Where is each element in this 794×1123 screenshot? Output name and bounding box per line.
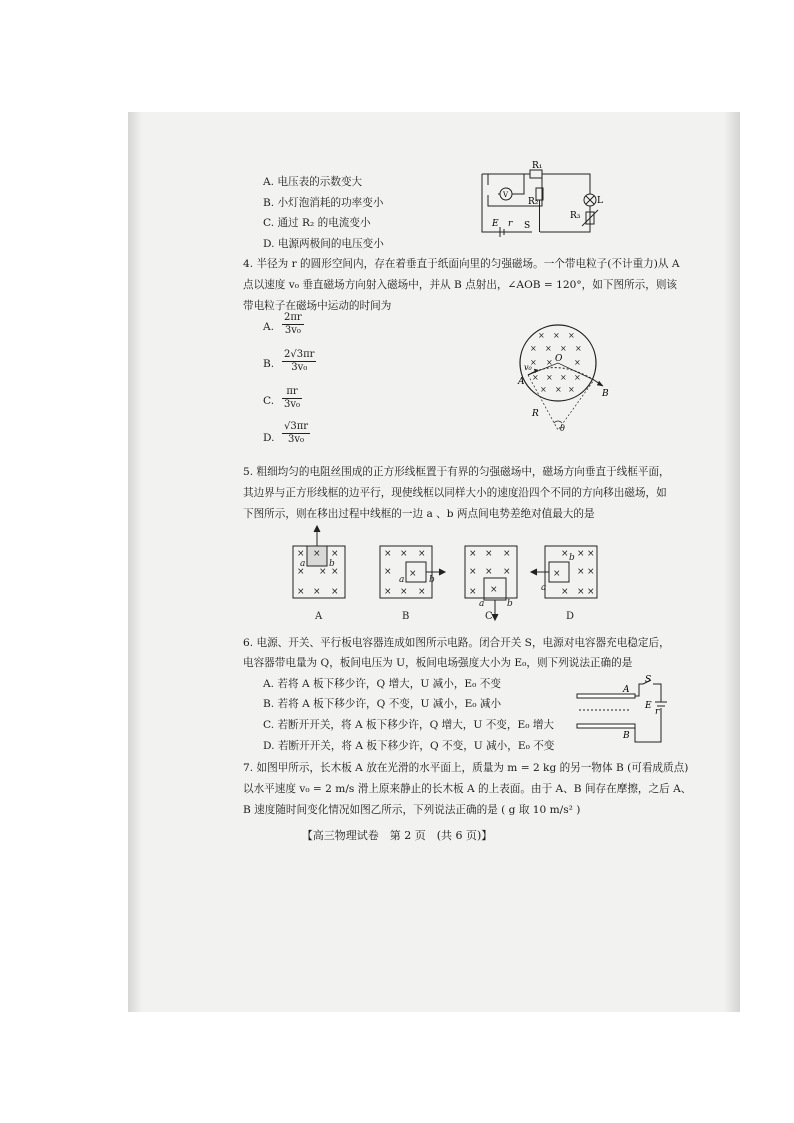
radius-r-label: R [532,409,539,419]
svg-text:×: × [331,587,339,597]
svg-text:×: × [553,569,561,579]
r1-label: R₁ [532,161,543,171]
numerator: √3πr [284,421,309,432]
svg-text:×: × [503,549,511,559]
q6-capacitor-circuit [575,672,665,750]
q5-line-2: 其边界与正方形线框的边平行，现使线框以同样大小的速度沿四个不同的方向移出磁场，如 [243,487,667,499]
page-footer: 【高三物理试卷 第 2 页 (共 6 页)】 [301,829,493,842]
switch-s-label: S [645,675,652,685]
frame-a-point-b: b [329,559,335,569]
q4-option-c-fraction [282,386,302,411]
q3-option-b: B. 小灯泡消耗的功率变小 [263,197,384,209]
frame-c-point-b: b [507,599,513,609]
caption-b: B [402,611,410,622]
svg-text:×: × [577,549,585,559]
svg-text:×: × [560,373,567,382]
lamp-label: L [597,196,603,206]
svg-text:×: × [546,373,553,382]
voltmeter-label: V [503,191,509,199]
q4-option-a-label: A. [263,321,275,333]
svg-text:×: × [297,587,305,597]
svg-text:×: × [418,587,426,597]
svg-text:×: × [469,567,477,577]
frame-d-point-a: a [541,583,547,593]
switch-label: S [524,221,531,231]
svg-text:×: × [400,587,408,597]
point-a-label: A [518,377,525,387]
q4-option-b-label: B. [263,358,275,370]
q3-circuit-diagram [470,160,603,240]
q4-line-3: 带电粒子在磁场中运动的时间为 [243,300,392,312]
q6-option-d: D. 若断开开关，将 A 板下移少许，Q 不变，U 减小，E₀ 不变 [263,740,555,752]
svg-text:×: × [384,549,392,559]
denominator: 3v₀ [284,399,301,410]
q4-option-b-fraction [282,349,316,374]
q5-frames-figure [285,522,615,622]
svg-text:×: × [587,587,595,597]
svg-text:×: × [530,358,537,367]
svg-text:×: × [331,549,339,559]
frame-b-point-a: a [399,575,405,585]
q5-line-3: 下图所示，则在移出过程中线框的一边 a 、b 两点间电势差绝对值最大的是 [243,508,595,520]
svg-text:×: × [384,567,392,577]
svg-text:×: × [577,587,585,597]
q6-line-2: 电容器带电量为 Q，板间电压为 U，板间电场强度大小为 E₀，则下列说法正确的是 [243,657,633,669]
svg-text:×: × [503,567,511,577]
q6-option-b: B. 若将 A 板下移少许，Q 不变，U 减小，E₀ 减小 [263,698,502,710]
caption-c: C [485,611,493,622]
svg-text:×: × [577,567,585,577]
svg-text:×: × [532,373,539,382]
q4-line-2: 点以速度 v₀ 垂直磁场方向射入磁场中，并从 B 点射出，∠AOB = 120°，如下图所示，则该 [243,279,678,291]
frame-b-point-b: b [429,575,435,585]
caption-d: D [566,611,575,622]
q6-line-1: 6. 电源、开关、平行板电容器连成如图所示电路。闭合开关 S，电源对电容器充电稳定后， [243,637,670,649]
svg-text:×: × [540,385,547,394]
svg-text:×: × [555,385,562,394]
svg-text:×: × [384,587,392,597]
svg-text:×: × [538,331,545,340]
numerator: 2πr [284,312,302,323]
denominator: 3v₀ [288,434,305,445]
r3-label: R₃ [570,211,581,221]
q7-line-3: B 速度随时间变化情况如图乙所示，下列说法正确的是 ( g 取 10 m/s² ) [243,804,581,816]
svg-text:×: × [313,587,321,597]
q4-option-c-label: C. [263,395,275,407]
point-b-label: B [602,389,609,399]
svg-text:×: × [297,567,305,577]
denominator: 3v₀ [291,362,308,373]
svg-text:×: × [561,587,569,597]
svg-text:×: × [469,587,477,597]
svg-text:×: × [553,331,560,340]
scan-shadow-left [128,112,142,1012]
svg-text:×: × [546,358,553,367]
svg-text:×: × [575,344,582,353]
internal-r-label: r [655,707,660,717]
svg-text:×: × [418,549,426,559]
theta-label: θ [560,424,565,433]
numerator: πr [282,386,302,399]
q7-line-2: 以水平速度 v₀ = 2 m/s 滑上原来静止的长木板 A 的上表面。由于 A、B 间存在摩擦，之后 A、 [243,783,692,795]
q4-option-d-fraction [282,421,310,446]
svg-text:×: × [409,569,417,579]
frame-d-point-b: b [569,553,575,563]
center-o-label: O [555,354,563,364]
q3-option-c: C. 通过 R₂ 的电流变小 [263,217,371,229]
svg-text:×: × [587,549,595,559]
svg-text:×: × [485,549,493,559]
v0-label: v₀ [524,363,532,372]
q7-line-1: 7. 如图甲所示，长木板 A 放在光滑的水平面上，质量为 m = 2 kg 的另一物体 B (可看成质点) [243,762,689,774]
internal-r-label: r [508,219,513,229]
svg-text:×: × [574,358,581,367]
q3-option-a: A. 电压表的示数变大 [263,176,363,188]
scan-shadow-right [724,112,740,1012]
frame-c-point-a: a [479,599,485,609]
numerator: 2√3πr [284,349,315,360]
q4-magnetic-field-figure [510,318,610,443]
q6-option-c: C. 若断开开关，将 A 板下移少许，Q 增大，U 不变，E₀ 增大 [263,719,555,731]
q6-option-a: A. 若将 A 板下移少许，Q 增大，U 减小，E₀ 不变 [263,678,501,690]
svg-text:×: × [568,331,575,340]
frame-a-point-a: a [300,559,306,569]
svg-text:×: × [574,373,581,382]
q5-line-1: 5. 粗细均匀的电阻丝围成的正方形线框置于有界的匀强磁场中，磁场方向垂直于线框平面， [243,466,670,478]
svg-text:×: × [485,567,493,577]
plate-a-label: A [623,685,630,695]
svg-text:×: × [561,549,569,559]
svg-text:×: × [400,549,408,559]
svg-text:×: × [530,344,537,353]
svg-text:×: × [469,549,477,559]
svg-text:×: × [545,344,552,353]
q4-option-d-label: D. [263,432,275,444]
emf-label: E [492,219,499,229]
q4-option-a-fraction [282,312,304,337]
svg-text:×: × [297,549,305,559]
svg-text:×: × [490,585,498,595]
r2-label: R₂ [528,197,539,207]
plate-b-label: B [623,731,630,741]
q4-line-1: 4. 半径为 r 的圆形空间内，存在着垂直于纸面向里的匀强磁场。一个带电粒子(不计重力)从 A [243,258,680,270]
denominator: 3v₀ [284,325,301,336]
svg-text:×: × [560,344,567,353]
emf-e-label: E [645,701,652,711]
q3-option-d: D. 电源两极间的电压变小 [263,238,384,250]
svg-text:×: × [319,567,327,577]
caption-a: A [315,611,323,622]
svg-text:×: × [313,549,321,559]
svg-text:×: × [568,385,575,394]
field-crosses [297,549,595,597]
svg-text:×: × [587,567,595,577]
svg-text:×: × [331,567,339,577]
